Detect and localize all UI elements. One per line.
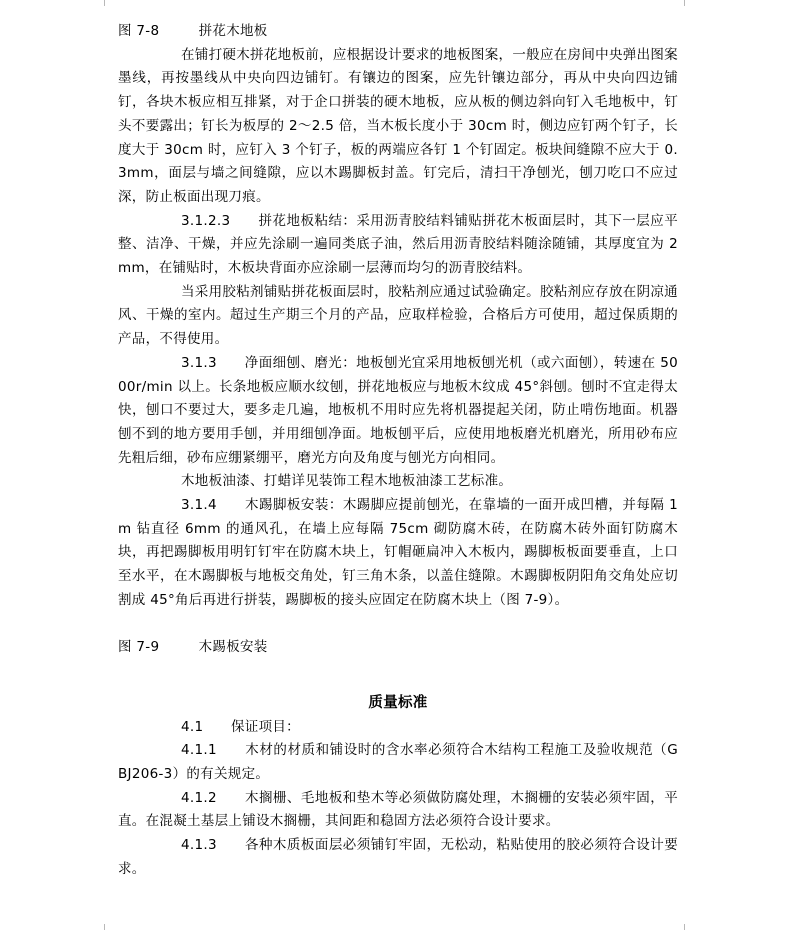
- paragraph: 在铺打硬木拼花地板前，应根据设计要求的地板图案，一般应在房间中央弹出图案墨线，再按墨线从中央向四边铺钉。有镶边的图案，应先针镶边部分，再从中央向四边铺钉，各块木板应相互排紧，对于企口拼装的硬木地板，应从板的侧边斜向钉入毛地板中，钉头不要露出；钉长为板厚的 2～2.5 倍，当木板长度小于 30cm 时，侧边应钉两个钉子，长度大于 30cm 时，应钉入 3 个钉子，板的两端应各钉 1 个钉固定。板块间缝隙不应大于 0.3mm，面层与墙之间缝隙，应以木踢脚板封盖。钉完后，清扫干净刨光，刨刀吃口不应过深，防止板面出现刀痕。: [118, 46, 678, 205]
- paragraph: 4.1.2 木搁栅、毛地板和垫木等必须做防腐处理，木搁栅的安装必须牢固，平直。在混凝土基层上铺设木搁栅，其间距和稳固方法必须符合设计要求。: [118, 789, 678, 830]
- figure-caption: [118, 20, 678, 44]
- figure-number: 图 7-8: [118, 23, 160, 39]
- figure-caption: [118, 636, 678, 660]
- section-heading: 质量标准: [368, 694, 428, 711]
- paragraph: 木地板油漆、打蜡详见装饰工程木地板油漆工艺标准。: [181, 473, 513, 490]
- paragraph: 4.1 保证项目：: [181, 718, 300, 735]
- paragraph: 4.1.1 木材的材质和铺设时的含水率必须符合木结构工程施工及验收规范（GBJ206-3）的有关规定。: [118, 742, 678, 783]
- paragraph: 3.1.4 木踢脚板安装：木踢脚应提前刨光，在靠墙的一面开成凹槽，并每隔 1m 钻直径 6mm 的通风孔，在墙上应每隔 75cm 砌防腐木砖，在防腐木砖外面钉防腐木块，再把踢脚板用明钉钉牢在防腐木块上，钉帽砸扁冲入木板内，踢脚板板面要垂直，上口至水平，在木踢脚板与地板交角处，钉三角木条，以盖住缝隙。木踢脚板阴阳角交角处应切割成 45°角后再进行拼装，踢脚板的接头应固定在防腐木块上（图 7-9）。: [118, 497, 678, 608]
- paragraph: 4.1.3 各种木质板面层必须铺钉牢固，无松动，粘贴使用的胶必须符合设计要求。: [118, 837, 678, 877]
- page-corner-mark: [104, 0, 111, 6]
- paragraph: 3.1.3 净面细刨、磨光：地板刨光宜采用地板刨光机（或六面刨），转速在 5000r/min 以上。长条地板应顺水纹刨，拼花地板应与地板木纹成 45°斜刨。刨时不宜走得太快，刨口不要过大，要多走几遍，地板机不用时应先将机器提起关闭，防止啃伤地面。机器刨不到的地方要用手刨，并用细刨净面。地板刨平后，应使用地板磨光机磨光，所用砂布应先粗后细，砂布应绷紧绷平，磨光方向及角度与刨光方向相同。: [118, 354, 678, 466]
- page-corner-mark: [678, 0, 685, 6]
- blank-line: [118, 613, 678, 637]
- figure-title: 木踢板安装: [198, 639, 268, 656]
- page-corner-mark: [678, 924, 685, 930]
- blank-line: [118, 660, 678, 684]
- page-corner-mark: [104, 924, 111, 930]
- document-body: [118, 20, 678, 882]
- paragraph: 当采用胶粘剂铺贴拼花板面层时，胶粘剂应通过试验确定。胶粘剂应存放在阴凉通风、干燥的室内。超过生产期三个月的产品，应取样检验，合格后方可使用，超过保质期的产品，不得使用。: [118, 283, 678, 348]
- paragraph: 3.1.2.3 拼花地板粘结：采用沥青胶结料铺贴拼花木板面层时，其下一层应平整、洁净、干燥，并应先涂刷一遍同类底子油，然后用沥青胶结料随涂随铺，其厚度宜为 2mm，在铺贴时，木板块背面亦应涂刷一层薄而均匀的沥青胶结料。: [118, 212, 678, 277]
- figure-title: 拼花木地板: [198, 23, 268, 39]
- figure-number: 图 7-9: [118, 639, 160, 656]
